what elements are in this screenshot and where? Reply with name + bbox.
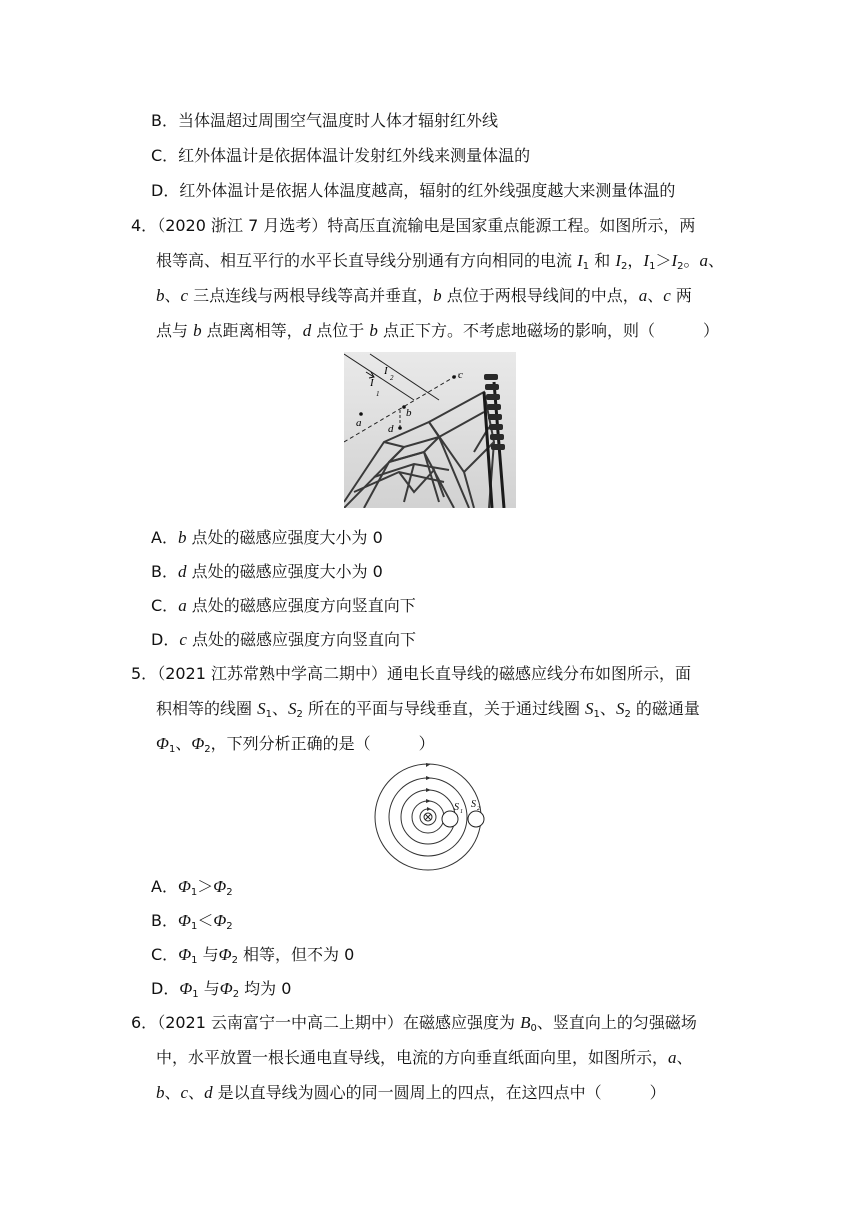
q5-text: 、 bbox=[175, 734, 192, 753]
label-I2-sub: 2 bbox=[390, 374, 394, 382]
label-I1-sub: 1 bbox=[376, 390, 380, 398]
option-text: 点处的磁感应强度大小为 0 bbox=[186, 562, 383, 581]
q5-stem-line-3 bbox=[156, 733, 435, 761]
q4-text: 、 bbox=[164, 286, 181, 305]
q5-option-c bbox=[151, 944, 354, 972]
var-c: c bbox=[180, 286, 189, 305]
q4-text: 、 bbox=[647, 286, 664, 305]
var-phi: Φ bbox=[177, 911, 191, 930]
option-text: 点处的磁感应强度方向竖直向下 bbox=[186, 630, 416, 649]
var-b: b bbox=[433, 286, 442, 305]
sub: 1 bbox=[192, 989, 199, 1000]
q6-stem-line-2 bbox=[156, 1047, 693, 1069]
var-I: I bbox=[671, 251, 678, 270]
var-d: d bbox=[177, 562, 187, 581]
sub: 2 bbox=[296, 709, 303, 720]
q4-text: 点位于两根导线间的中点， bbox=[441, 286, 639, 305]
q5-text: 、 bbox=[599, 699, 616, 718]
q4-stem-line-4 bbox=[156, 320, 719, 342]
q4-text: ， bbox=[627, 251, 644, 270]
sub: 1 bbox=[190, 921, 198, 932]
var-phi: Φ bbox=[213, 877, 227, 896]
sub: 2 bbox=[232, 989, 240, 1000]
var-S: S bbox=[287, 699, 297, 718]
sub: 2 bbox=[624, 709, 631, 720]
var-phi: Φ bbox=[156, 734, 169, 753]
sub: 1 bbox=[593, 709, 600, 720]
q5-text: ，下列分析正确的是（ ） bbox=[210, 734, 435, 753]
q3-option-c: C．红外体温计是依据体温计发射红外线来测量体温的 bbox=[151, 146, 531, 165]
q4-text: 点位于 bbox=[311, 321, 370, 340]
label-s1: S bbox=[454, 802, 459, 813]
q4-text: ＞ bbox=[655, 251, 672, 270]
sub: 2 bbox=[231, 955, 238, 966]
q5-stem-line-2 bbox=[156, 698, 700, 726]
var-b: b bbox=[156, 286, 165, 305]
option-text: 均为 0 bbox=[239, 979, 292, 998]
question-number: 6． bbox=[131, 1013, 158, 1032]
option-letter: D． bbox=[151, 979, 180, 998]
var-S: S bbox=[257, 699, 266, 718]
field-lines-figure bbox=[368, 762, 490, 872]
var-b: b bbox=[156, 1083, 165, 1102]
var-S: S bbox=[615, 699, 625, 718]
q4-option-a bbox=[151, 527, 383, 549]
option-letter: B． bbox=[151, 562, 178, 581]
sub: 1 bbox=[582, 261, 590, 272]
var-d: d bbox=[302, 321, 312, 340]
sub: 0 bbox=[530, 1023, 537, 1034]
q5-text: 的磁通量 bbox=[630, 699, 700, 718]
q5-text: （2021 江苏常熟中学高二期中）通电长直导线的磁感应线分布如图所示，面 bbox=[157, 664, 691, 683]
q5-text: 、 bbox=[271, 699, 288, 718]
q5-option-a bbox=[151, 876, 233, 904]
direction-arrows bbox=[426, 763, 431, 811]
var-d: d bbox=[204, 1083, 213, 1102]
sub: 2 bbox=[226, 887, 233, 898]
q6-stem-line-1 bbox=[131, 1012, 697, 1040]
q6-text: 、 bbox=[188, 1083, 205, 1102]
q5-text: 积相等的线圈 bbox=[156, 699, 258, 718]
q4-text: 点距离相等， bbox=[201, 321, 303, 340]
var-I: I bbox=[615, 251, 621, 270]
q6-text: 、 bbox=[676, 1048, 693, 1067]
q4-text: 根等高、相互平行的水平长直导线分别通有方向相同的电流 bbox=[156, 251, 578, 270]
power-line-figure bbox=[344, 352, 516, 508]
q4-text: 。 bbox=[683, 251, 700, 270]
sub: 1 bbox=[265, 709, 272, 720]
var-I: I bbox=[577, 251, 583, 270]
q6-text: 、 bbox=[164, 1083, 181, 1102]
q6-text: 是以直导线为圆心的同一圆周上的四点，在这四点中（ ） bbox=[212, 1083, 666, 1102]
sub: 1 bbox=[168, 744, 176, 755]
q6-stem-line-3 bbox=[156, 1082, 666, 1104]
var-phi: Φ bbox=[213, 911, 227, 930]
question-number: 4． bbox=[131, 216, 158, 235]
label-s1-sub: 1 bbox=[460, 809, 463, 815]
q5-text: 所在的平面与导线垂直，关于通过线圈 bbox=[302, 699, 586, 718]
sub: 1 bbox=[190, 887, 198, 898]
coil-s2 bbox=[468, 811, 484, 827]
point-d bbox=[398, 426, 402, 430]
q4-text: 两 bbox=[670, 286, 692, 305]
var-phi: Φ bbox=[177, 877, 191, 896]
var-phi: Φ bbox=[218, 945, 232, 964]
var-c: c bbox=[180, 1083, 189, 1102]
var-a: a bbox=[178, 596, 187, 615]
q4-text: 、 bbox=[708, 251, 725, 270]
q5-option-d bbox=[151, 978, 291, 1006]
q4-stem-line-2 bbox=[156, 250, 724, 278]
var-phi: Φ bbox=[179, 979, 193, 998]
option-text: 点处的磁感应强度方向竖直向下 bbox=[186, 596, 416, 615]
option-letter: C． bbox=[151, 596, 179, 615]
sub: 2 bbox=[677, 261, 684, 272]
var-b: b bbox=[193, 321, 202, 340]
q5-option-b bbox=[151, 910, 233, 938]
var-phi: Φ bbox=[191, 734, 205, 753]
label-I2: I bbox=[384, 365, 388, 377]
sub: 1 bbox=[191, 955, 198, 966]
option-letter: C． bbox=[151, 945, 179, 964]
option-letter: A． bbox=[151, 877, 178, 896]
var-b: b bbox=[369, 321, 378, 340]
q4-text: 三点连线与两根导线等高并垂直， bbox=[188, 286, 434, 305]
option-text: 与 bbox=[197, 945, 219, 964]
q4-stem-line-1 bbox=[131, 215, 695, 237]
q3-option-d: D．红外体温计是依据人体温度越高，辐射的红外线强度越大来测量体温的 bbox=[151, 181, 676, 200]
sub: 1 bbox=[649, 261, 656, 272]
var-phi: Φ bbox=[219, 979, 233, 998]
var-B: B bbox=[520, 1013, 531, 1032]
q4-option-d bbox=[151, 629, 416, 651]
q3-option-b: B．当体温超过周围空气温度时人体才辐射红外线 bbox=[151, 111, 498, 130]
q5-stem-line-1 bbox=[131, 663, 691, 685]
label-c: c bbox=[458, 369, 463, 381]
option-text: 点处的磁感应强度大小为 0 bbox=[186, 528, 383, 547]
var-c: c bbox=[663, 286, 671, 305]
var-a: a bbox=[638, 286, 648, 305]
var-phi: Φ bbox=[178, 945, 192, 964]
option-text: ＜ bbox=[197, 911, 214, 930]
var-a: a bbox=[668, 1048, 677, 1067]
q4-stem-line-3 bbox=[156, 285, 692, 307]
q4-option-c bbox=[151, 595, 416, 617]
sub: 2 bbox=[226, 921, 233, 932]
sub: 2 bbox=[621, 261, 628, 272]
option-text: ＞ bbox=[197, 877, 214, 896]
label-s2: S bbox=[471, 799, 476, 810]
var-c: c bbox=[179, 630, 187, 649]
var-b: b bbox=[177, 528, 187, 547]
q4-text: 和 bbox=[589, 251, 616, 270]
label-b: b bbox=[406, 407, 412, 419]
point-c bbox=[452, 375, 456, 379]
coil-s1 bbox=[442, 811, 458, 827]
var-S: S bbox=[585, 699, 594, 718]
cross-icon bbox=[425, 814, 431, 820]
option-text: 与 bbox=[198, 979, 220, 998]
q4-option-b bbox=[151, 561, 383, 583]
option-letter: D． bbox=[151, 630, 180, 649]
label-I1: I bbox=[370, 377, 374, 389]
q6-text: 、竖直向上的匀强磁场 bbox=[536, 1013, 697, 1032]
var-a: a bbox=[699, 251, 709, 270]
label-a: a bbox=[356, 417, 362, 429]
option-letter: B． bbox=[151, 911, 178, 930]
var-I: I bbox=[643, 251, 650, 270]
point-a bbox=[359, 412, 363, 416]
sub: 2 bbox=[204, 744, 211, 755]
q4-text: （2020 浙江 7 月选考）特高压直流输电是国家重点能源工程。如图所示，两 bbox=[157, 216, 696, 235]
label-d: d bbox=[388, 423, 394, 435]
label-s2-sub: 2 bbox=[477, 806, 480, 812]
option-letter: A． bbox=[151, 528, 178, 547]
option-text: 相等，但不为 0 bbox=[237, 945, 355, 964]
q6-text: （2021 云南富宁一中高二上期中）在磁感应强度为 bbox=[157, 1013, 521, 1032]
q6-text: 中，水平放置一根长通电直导线，电流的方向垂直纸面向里，如图所示， bbox=[156, 1048, 669, 1067]
question-number: 5． bbox=[131, 664, 158, 683]
q4-text: 点与 bbox=[156, 321, 194, 340]
q4-text: 点正下方。不考虑地磁场的影响，则（ ） bbox=[377, 321, 719, 340]
